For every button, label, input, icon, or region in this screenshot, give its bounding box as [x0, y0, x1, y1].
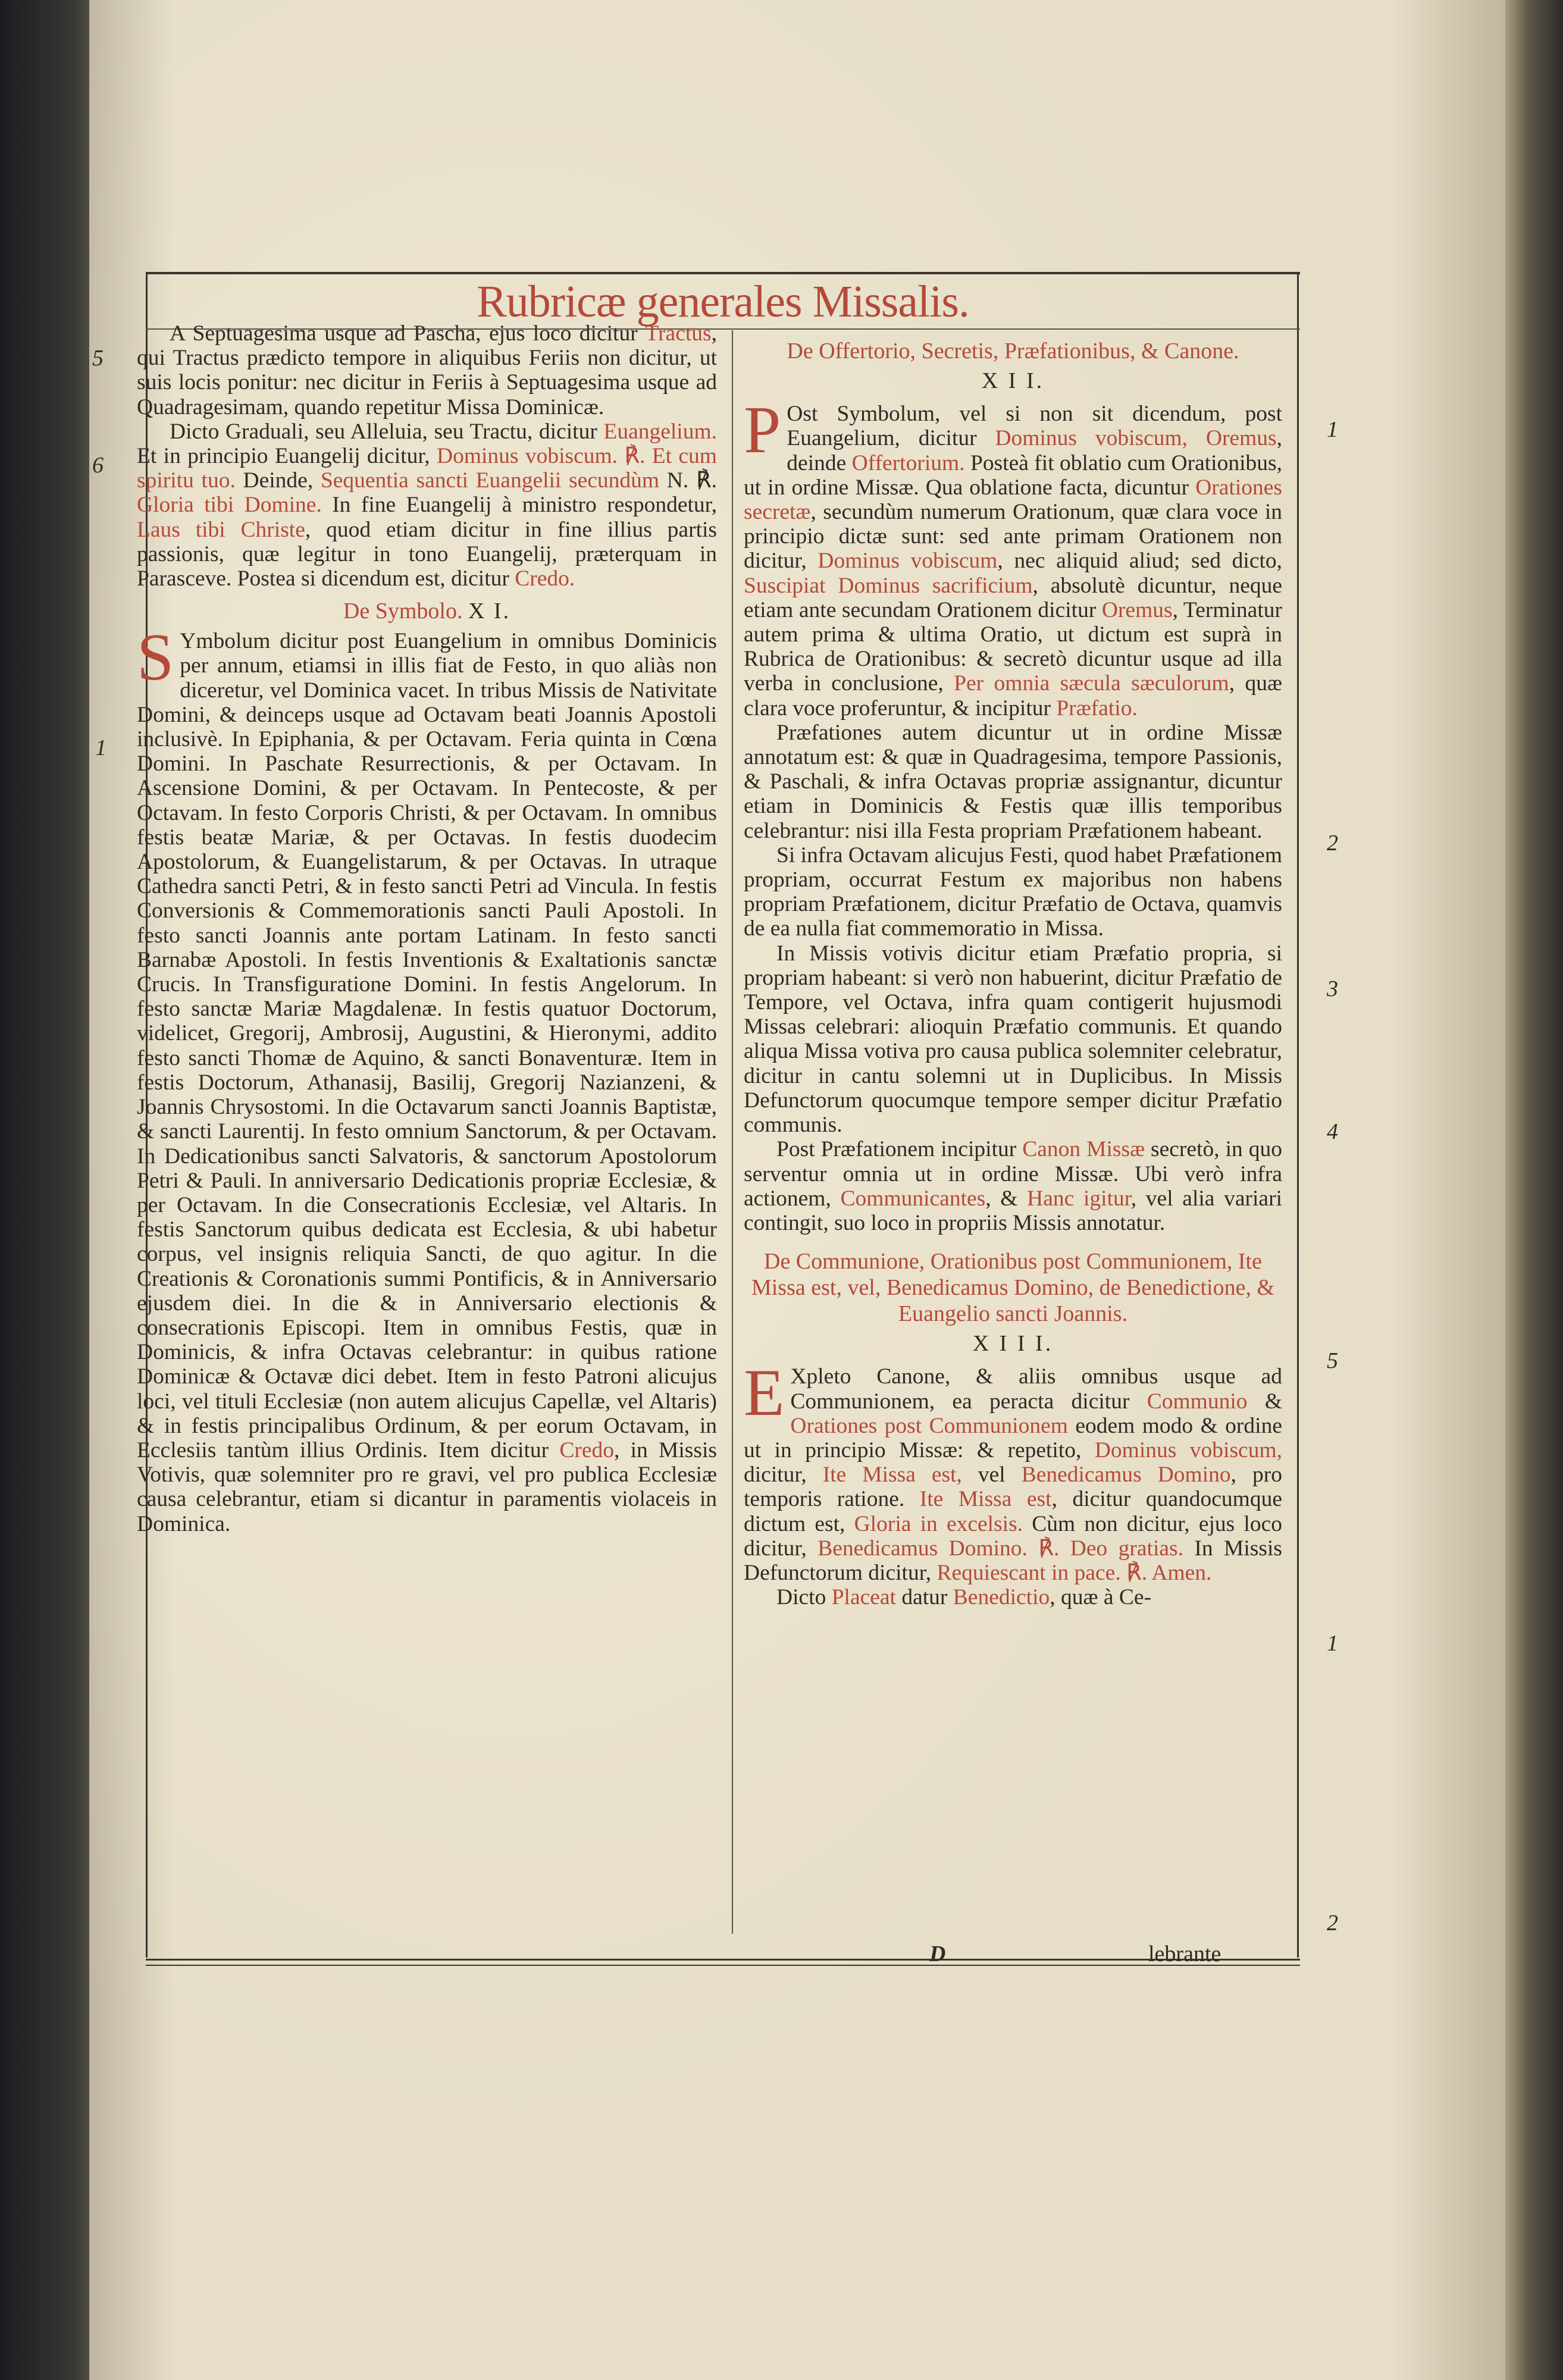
- paragraph-praefationes: Præfationes autem dicuntur ut in ordine Missæ annotatum est: & quæ in Quadragesima, tempore Passionis, & Paschali, & infra Octavas propriæ assignantur, dicuntur etiam in Dominicis & Festis quæ illis temporibus celebrantur: nisi illa Festa propriam Præfationem habeant.: [744, 720, 1282, 843]
- section-heading-offertorio: De Offertorio, Secretis, Præfationibus, & Canone.: [787, 339, 1239, 364]
- margin-number-right-3: 3: [1327, 976, 1338, 1001]
- bottom-rule-double: [146, 1965, 1300, 1966]
- margin-number-right-7: 2: [1327, 1911, 1338, 1936]
- drop-cap-p: P: [744, 393, 781, 468]
- paragraph-euangelium: Dicto Graduali, seu Alleluia, seu Tractu, dicitur Euangelium. Et in principio Euangelij dicitur, Dominus vobiscum. ℟. Et cum spiritu tuo. Deinde, Sequentia sancti Euangelii secundùm N. ℟. Gloria tibi Domine. In fine Euangelij à ministro respondetur, Laus tibi Christe, quod etiam dicitur in fine illius partis passionis, quæ legitur in tono Euangelij, præterquam in Parasceve. Postea si dicendum est, dicitur Credo.: [137, 419, 717, 591]
- section-heading-communione: De Communione, Orationibus post Communionem, Ite Missa est, vel, Benedicamus Domino, de Benedictione, & Euangelio sancti Joannis.: [751, 1249, 1275, 1327]
- bottom-rule: [146, 1959, 1300, 1961]
- frame-right-rule: [1297, 272, 1299, 1958]
- margin-number-right-6: 1: [1327, 1631, 1338, 1656]
- margin-number-right-1: 1: [1327, 417, 1338, 442]
- section-heading-symbolo: De Symbolo. X I.: [343, 599, 511, 624]
- margin-number-right-5: 5: [1327, 1348, 1338, 1373]
- paragraph-symbolum: S Ymbolum dicitur post Euangelium in omnibus Dominicis per annum, etiamsi in illis fiat de Festo, in quo aliàs non diceretur, vel Dominica vacet. In tribus Missis de Nativitate Domini, & deinceps usque ad Octavam beati Joannis Apostoli inclusivè. In Epiphania, & per Octavam. Feria quinta in Cœna Domini. In Paschate Resurrectionis, & per Octavam. In Ascensione Domini, & per Octavam. In Pentecoste, & per Octavam. In festo Corporis Christi, & per Octavam. In omnibus festis beatæ Mariæ, & per Octavas. In festis duodecim Apostolorum, & Euangelistarum, & per Octavas. In utraque Cathedra sancti Petri, & in festo sancti Petri ad Vincula. In festis Conversionis & Commemorationis sancti Pauli Apostoli. In festo sancti Joannis ante portam Latinam. In festo sancti Barnabæ Apostoli. In festis Inventionis & Exaltationis sanctæ Crucis. In Transfiguratione Domini. In festis Angelorum. In festo sanctæ Mariæ Magdalenæ. In festis quatuor Doctorum, videlicet, Gregorij, Ambrosij, Augustini, & Hieronymi, addito festo sancti Thomæ de Aquino, & sancti Bonaventuræ. Item in festis Doctorum, Athanasij, Basilij, Gregorij Nazianzeni, & Joannis Chrysostomi. In die Octavarum sancti Joannis Baptistæ, & sancti Laurentij. In festo omnium Sanctorum, & per Octavam. In Dedicationibus sancti Salvatoris, & sanctorum Apostolorum Petri & Pauli. In anniversario Dedicationis propriæ Ecclesiæ, & per Octavam. In die Consecrationis Ecclesiæ, vel Altaris. In festis Sanctorum quibus dedicata est Ecclesia, & ubi habetur corpus, vel insignis reliquia Sancti, de quo agitur. In die Creationis & Coronationis summi Pontificis, & in Anniversario ejusdem diei. In die & in Anniversario electionis & consecrationis Episcopi. Item in omnibus Festis, quæ in Dominicis, & infra Octavas celebrantur: in quibus ratione Dominicæ & Octavæ dici debet. Item in festo Patroni alicujus loci, vel tituli Ecclesiæ (non autem alicujus Capellæ, vel Altaris) & in festis principalibus Ordinum, & per eorum Octavam, in Ecclesiis tantùm illius Ordinis. Item dicitur Credo, in Missis Votivis, quæ solemniter pro re gravi, vel pro publica Ecclesiæ causa celebrantur, etiam si dicantur in paramentis violaceis in Dominica.: [137, 621, 717, 1536]
- left-column: [137, 321, 717, 1536]
- section-number-xii: X I I.: [981, 368, 1045, 393]
- margin-number-right-2: 2: [1327, 831, 1338, 856]
- margin-number-left-2: 6: [92, 453, 104, 478]
- paragraph-placeat: Dicto Placeat datur Benedictio, quæ à Ce-: [776, 1585, 1152, 1610]
- paragraph-tractus: A Septuagesima usque ad Pascha, ejus loco dicitur Tractus, qui Tractus prædicto tempore in aliquibus Feriis non dicitur, ut suis locis ponitur: nec dicitur in Feriis à Septuagesima usque ad Quadragesimam, quando repetitur Missa Dominicæ.: [137, 321, 717, 419]
- catchword: lebrante: [1148, 1941, 1221, 1966]
- column-divider: [732, 330, 733, 1934]
- paragraph-offertorium: P Ost Symbolum, vel si non sit dicendum, post Euangelium, dicitur Dominus vobiscum, Oremus, deinde Offertorium. Posteà fit oblatio cum Orationibus, ut in ordine Missæ. Qua oblatione facta, dicuntur Orationes secretæ, secundùm numerum Orationum, quæ clara voce in principio dictæ sunt: sed ante primam Orationem non dicitur, Dominus vobiscum, nec aliquid aliud; sed dicto, Suscipiat Dominus sacrificium, absolutè dicuntur, neque etiam ante secundam Orationem dicitur Oremus, Terminatur autem prima & ultima Oratio, ut dictum est suprà in Rubrica de Orationibus: & secretò dicuntur usque ad illa verba in conclusione, Per omnia sæcula sæculorum, quæ clara voce proferuntur, & incipitur Præfatio.: [744, 393, 1283, 721]
- paragraph-communio: E Xpleto Canone, & aliis omnibus usque ad Communionem, ea peracta dicitur Communio & Orationes post Communionem eodem modo & ordine ut in principio Missæ: & repetito, Dominus vobiscum, dicitur, Ite Missa est, vel Benedicamus Domino, pro temporis ratione. Ite Missa est, dicitur quandocumque dictum est, Gloria in excelsis. Cùm non dicitur, ejus loco dicitur, Benedicamus Domino. ℟. Deo gratias. In Missis Defunctorum dicitur, Requiescant in pace. ℟. Amen.: [744, 1356, 1283, 1585]
- signature-mark: D: [929, 1941, 946, 1966]
- right-column: [744, 333, 1282, 1609]
- margin-number-left-3: 1: [95, 735, 107, 760]
- margin-number-left-1: 5: [92, 346, 104, 371]
- drop-cap-e: E: [744, 1356, 785, 1430]
- frame-top-rule: [146, 272, 1300, 274]
- section-number-xiii: X I I I.: [972, 1331, 1054, 1357]
- running-title: Rubricæ generales Missalis.: [477, 277, 969, 327]
- margin-number-right-4: 4: [1327, 1119, 1338, 1144]
- drop-cap-s: S: [137, 621, 174, 695]
- paragraph-infra-octavam: Si infra Octavam alicujus Festi, quod habet Præfationem propriam, occurrat Festum ex majoribus non habens propriam Præfationem, dicitur Præfatio de Octava, quamvis de ea nulla fiat commemoratio in Missa.: [744, 843, 1282, 941]
- paragraph-missis-votivis: In Missis votivis dicitur etiam Præfatio propria, si propriam habeant: si verò non habuerint, dicitur Præfatio de Tempore, vel Octava, infra quam contigerit hujusmodi Missas celebrari: alioquin Præfatio communis. Et quando aliqua Missa votiva pro causa publica solemniter celebratur, dicitur in cantu solemni ut in Duplicibus. In Missis Defunctorum quocumque tempore semper dicitur Præfatio communis.: [744, 941, 1282, 1138]
- paragraph-canon: Post Præfationem incipitur Canon Missæ secretò, in quo serventur omnia ut in ordine Missæ. Ubi verò infra actionem, Communicantes, & Hanc igitur, vel alia variari contingit, suo loco in propriis Missis annotatur.: [744, 1137, 1282, 1235]
